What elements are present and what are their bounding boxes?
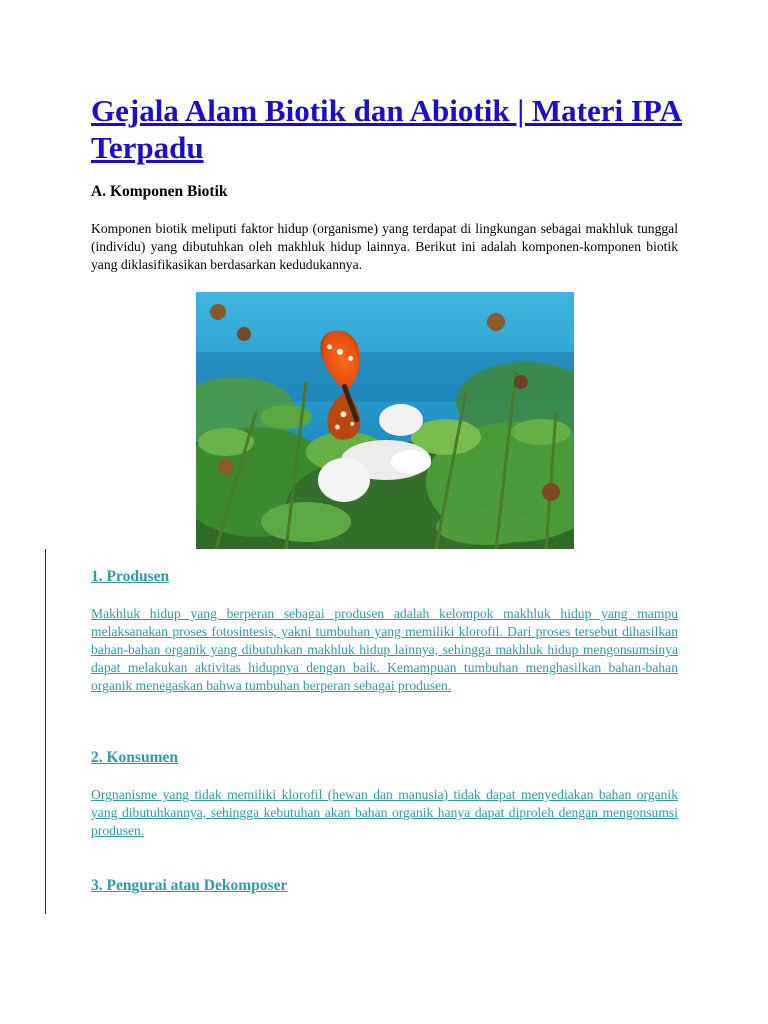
produsen-heading[interactable]: 1. Produsen bbox=[91, 568, 170, 585]
konsumen-heading[interactable]: 2. Konsumen bbox=[91, 749, 178, 766]
butterfly-photo bbox=[196, 292, 574, 549]
page-title-link[interactable]: Gejala Alam Biotik dan Abiotik | Materi IPA Terpadu bbox=[91, 93, 682, 165]
produsen-paragraph[interactable]: Makhluk hidup yang berperan sebagai produsen adalah kelompok makhluk hidup yang mampu melaksanakan proses fotosintesis, yakni tumbuhan yang memiliki klorofil. Dari proses tersebut dihasilkan bahan-bahan organik yang dibutuhkan makhluk hidup lainnya, sehingga makhluk hidup mengonsumsinya dapat melakukan aktivitas hidupnya dengan baik. Kemampuan tumbuhan menghasilkan bahan-bahan organik menegaskan bahwa tumbuhan berperan sebagai produsen. bbox=[91, 606, 678, 693]
pengurai-heading[interactable]: 3. Pengurai atau Dekomposer bbox=[91, 877, 288, 894]
section-a-heading: A. Komponen Biotik bbox=[91, 183, 228, 200]
konsumen-paragraph[interactable]: Orgnanisme yang tidak memiliki klorofil (hewan dan manusia) tidak dapat menyediakan bahan organik yang dibutuhkannya, sehingga kebutuhan akan bahan organik hanya dapat diproleh dengan mengonsumsi produsen. bbox=[91, 787, 678, 838]
margin-divider bbox=[45, 549, 46, 914]
section-a-paragraph: Komponen biotik meliputi faktor hidup (organisme) yang terdapat di lingkungan sebagai makhluk tunggal (individu) yang dibutuhkan oleh makhluk hidup lainnya. Berikut ini adalah komponen-komponen biotik yang diklasifikasikan berdasarkan kedudukannya. bbox=[91, 221, 678, 272]
